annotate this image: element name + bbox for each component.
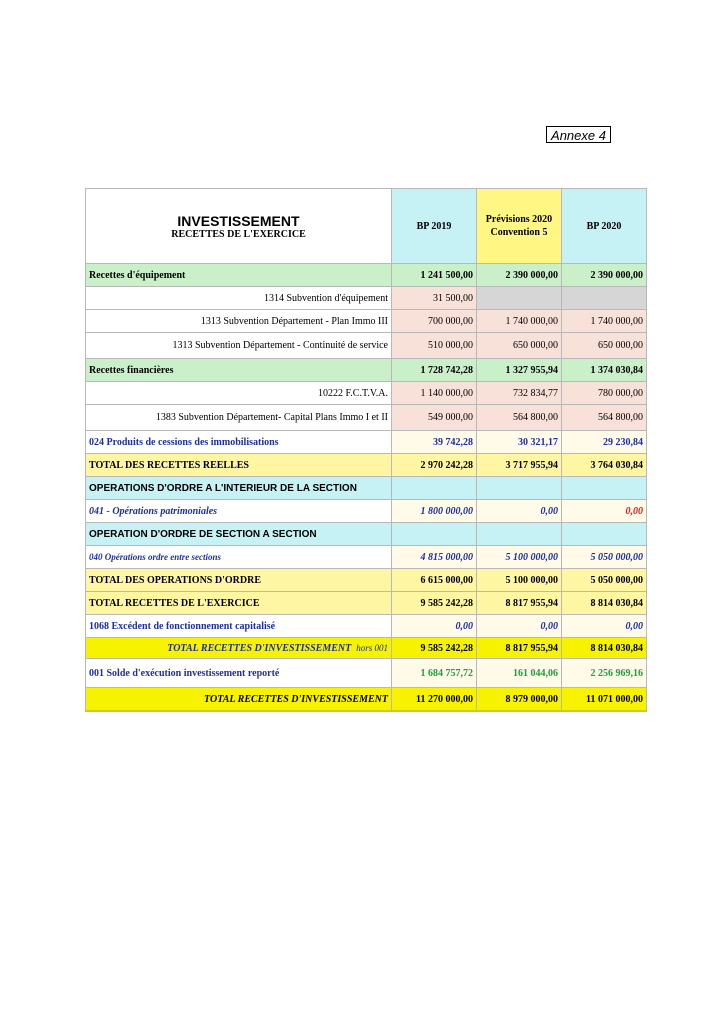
cell-bp2020: 2 256 969,16	[562, 659, 647, 688]
cell-bp2019: 1 728 742,28	[392, 359, 477, 382]
header-title-cell	[86, 189, 392, 264]
cell-bp2019: 0,00	[392, 615, 477, 638]
table-row	[86, 546, 647, 569]
cell-previsions-2020: 0,00	[477, 500, 562, 523]
table-row	[86, 431, 647, 454]
row-label: 1313 Subvention Département - Continuité de service	[86, 333, 392, 359]
row-label: TOTAL DES RECETTES REELLES	[86, 454, 392, 477]
cell-bp2020: 11 071 000,00	[562, 688, 647, 712]
cell-bp2020	[562, 523, 647, 546]
row-label: 1314 Subvention d'équipement	[86, 287, 392, 310]
row-label: 1313 Subvention Département - Plan Immo III	[86, 310, 392, 333]
row-label: OPERATION D'ORDRE DE SECTION A SECTION	[86, 523, 392, 546]
column-header-previsions-2020	[477, 189, 562, 264]
table-row	[86, 359, 647, 382]
row-label: OPERATIONS D'ORDRE A L'INTERIEUR DE LA SECTION	[86, 477, 392, 500]
table-row	[86, 688, 647, 712]
table-row	[86, 615, 647, 638]
cell-previsions-2020: 732 834,77	[477, 382, 562, 405]
cell-bp2019: 31 500,00	[392, 287, 477, 310]
previsions-line1: Prévisions 2020	[485, 214, 553, 225]
cell-bp2019: 39 742,28	[392, 431, 477, 454]
table-row	[86, 592, 647, 615]
cell-bp2020: 5 050 000,00	[562, 546, 647, 569]
cell-bp2019: 1 684 757,72	[392, 659, 477, 688]
row-label: TOTAL RECETTES D'INVESTISSEMENT	[86, 688, 392, 712]
cell-previsions-2020: 30 321,17	[477, 431, 562, 454]
cell-bp2019: 9 585 242,28	[392, 592, 477, 615]
cell-bp2020: 8 814 030,84	[562, 592, 647, 615]
cell-previsions-2020	[477, 523, 562, 546]
cell-previsions-2020: 1 327 955,94	[477, 359, 562, 382]
table-row	[86, 264, 647, 287]
cell-previsions-2020: 650 000,00	[477, 333, 562, 359]
cell-previsions-2020: 1 740 000,00	[477, 310, 562, 333]
cell-bp2020: 3 764 030,84	[562, 454, 647, 477]
cell-bp2020	[562, 287, 647, 310]
row-label: TOTAL RECETTES DE L'EXERCICE	[86, 592, 392, 615]
row-label: TOTAL DES OPERATIONS D'ORDRE	[86, 569, 392, 592]
cell-previsions-2020: 3 717 955,94	[477, 454, 562, 477]
cell-previsions-2020: 564 800,00	[477, 405, 562, 431]
cell-previsions-2020: 161 044,06	[477, 659, 562, 688]
cell-bp2019: 549 000,00	[392, 405, 477, 431]
table-row	[86, 523, 647, 546]
cell-bp2020: 0,00	[562, 500, 647, 523]
row-label: 1383 Subvention Département- Capital Plans Immo I et II	[86, 405, 392, 431]
cell-previsions-2020: 8 979 000,00	[477, 688, 562, 712]
cell-bp2020: 650 000,00	[562, 333, 647, 359]
table-row	[86, 310, 647, 333]
table-header-row	[86, 189, 647, 264]
table-row	[86, 477, 647, 500]
row-label: 024 Produits de cessions des immobilisations	[86, 431, 392, 454]
table-row	[86, 659, 647, 688]
cell-previsions-2020: 5 100 000,00	[477, 546, 562, 569]
table-row	[86, 287, 647, 310]
cell-previsions-2020: 8 817 955,94	[477, 592, 562, 615]
row-label-total-hors-001	[86, 638, 392, 659]
table-subtitle: RECETTES DE L'EXERCICE	[171, 228, 306, 240]
table-row	[86, 454, 647, 477]
cell-bp2020: 1 374 030,84	[562, 359, 647, 382]
column-header-bp2020: BP 2020	[562, 189, 647, 264]
column-header-bp2019: BP 2019	[392, 189, 477, 264]
row-label: 040 Opérations ordre entre sections	[86, 546, 392, 569]
cell-bp2019: 1 140 000,00	[392, 382, 477, 405]
row-label: Recettes financières	[86, 359, 392, 382]
cell-bp2020: 1 740 000,00	[562, 310, 647, 333]
previsions-line2: Convention 5	[490, 227, 548, 238]
cell-bp2020: 8 814 030,84	[562, 638, 647, 659]
cell-bp2019: 510 000,00	[392, 333, 477, 359]
investment-table	[85, 188, 647, 712]
cell-bp2020: 564 800,00	[562, 405, 647, 431]
row-label: 001 Solde d'exécution investissement reporté	[86, 659, 392, 688]
cell-bp2020	[562, 477, 647, 500]
cell-bp2019: 11 270 000,00	[392, 688, 477, 712]
cell-previsions-2020: 2 390 000,00	[477, 264, 562, 287]
cell-bp2019: 2 970 242,28	[392, 454, 477, 477]
row-label: TOTAL RECETTES D'INVESTISSEMENT	[167, 642, 352, 654]
cell-bp2020: 780 000,00	[562, 382, 647, 405]
cell-bp2019	[392, 523, 477, 546]
cell-previsions-2020	[477, 287, 562, 310]
cell-bp2019: 9 585 242,28	[392, 638, 477, 659]
table-row	[86, 405, 647, 431]
cell-previsions-2020: 8 817 955,94	[477, 638, 562, 659]
table-title: INVESTISSEMENT	[177, 212, 300, 229]
cell-bp2019	[392, 477, 477, 500]
cell-bp2020: 5 050 000,00	[562, 569, 647, 592]
row-label: 10222 F.C.T.V.A.	[86, 382, 392, 405]
cell-bp2019: 1 800 000,00	[392, 500, 477, 523]
cell-bp2019: 700 000,00	[392, 310, 477, 333]
cell-previsions-2020	[477, 477, 562, 500]
table-row	[86, 638, 647, 659]
table-row	[86, 333, 647, 359]
cell-bp2020: 2 390 000,00	[562, 264, 647, 287]
row-label-suffix: hors 001	[356, 642, 388, 653]
table-row	[86, 382, 647, 405]
row-label: 041 - Opérations patrimoniales	[86, 500, 392, 523]
row-label: Recettes d'équipement	[86, 264, 392, 287]
table-row	[86, 500, 647, 523]
cell-bp2020: 0,00	[562, 615, 647, 638]
table-row	[86, 569, 647, 592]
cell-bp2019: 1 241 500,00	[392, 264, 477, 287]
cell-bp2020: 29 230,84	[562, 431, 647, 454]
cell-bp2019: 4 815 000,00	[392, 546, 477, 569]
cell-previsions-2020: 0,00	[477, 615, 562, 638]
row-label: 1068 Excédent de fonctionnement capitalisé	[86, 615, 392, 638]
annexe-label: Annexe 4	[546, 126, 611, 143]
cell-bp2019: 6 615 000,00	[392, 569, 477, 592]
cell-previsions-2020: 5 100 000,00	[477, 569, 562, 592]
